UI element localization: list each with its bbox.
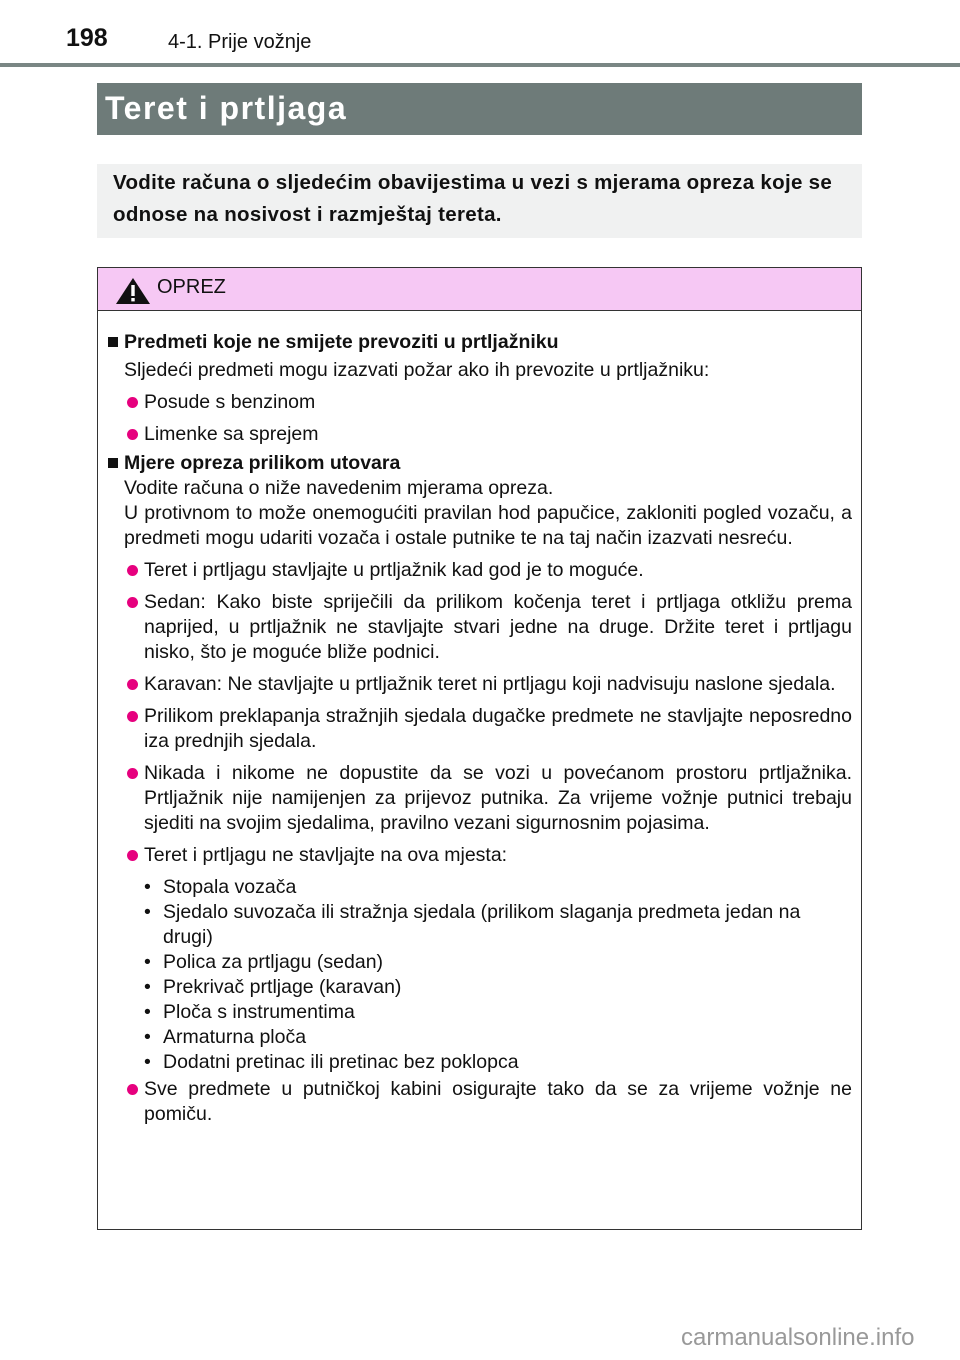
watermark: carmanualsonline.info bbox=[681, 1324, 915, 1351]
warning-icon bbox=[115, 277, 151, 305]
sub-item: • Sjedalo suvozača ili stražnja sjedala (prilikom slaganja predmeta jedan na drugi) bbox=[107, 900, 852, 950]
section-heading: Mjere opreza prilikom utovara bbox=[107, 451, 852, 476]
paragraph: Sljedeći predmeti mogu izazvati požar ako ih prevozite u prtljažniku: bbox=[124, 359, 710, 381]
sub-item: • Prekrivač prtljage (karavan) bbox=[107, 975, 852, 1000]
list-item: Nikada i nikome ne dopustite da se vozi u povećanom prostoru prtljažnika. Prtljažnik nije namijenjen za prijevoz putnika. Za vrijeme vožnje putnici trebaju sjediti na svojim sjedalima, pravilno vezani sigurnosnim pojasima. bbox=[107, 761, 852, 836]
list-item: Teret i prtljagu stavljajte u prtljažnik kad god je to moguće. bbox=[107, 558, 852, 583]
list-item: Karavan: Ne stavljajte u prtljažnik teret ni prtljagu koji nadvisuju naslone sjedala. bbox=[107, 672, 852, 697]
paragraph: U protivnom to može onemogućiti pravilan hod papučice, zakloniti pogled vozaču, a predmeti mogu udariti vozača i ostale putnike te na taj način izazvati nesreću. bbox=[124, 502, 852, 549]
sub-item: • Armaturna ploča bbox=[107, 1025, 852, 1050]
sub-item: • Dodatni pretinac ili pretinac bez poklopca bbox=[107, 1050, 852, 1075]
caution-label: OPREZ bbox=[157, 276, 226, 298]
page-number: 198 bbox=[66, 24, 108, 52]
list-item: Teret i prtljagu ne stavljajte na ova mjesta: bbox=[107, 843, 852, 868]
paragraph: Vodite računa o niže navedenim mjerama opreza. bbox=[124, 477, 554, 499]
sub-item: • Polica za prtljagu (sedan) bbox=[107, 950, 852, 975]
page-title: Teret i prtljaga bbox=[97, 83, 862, 135]
sub-item: • Ploča s instrumentima bbox=[107, 1000, 852, 1025]
intro-text: Vodite računa o sljedećim obavijestima u vezi s mjerama opreza koje se odnose na nosivost i razmještaj tereta. bbox=[97, 164, 862, 238]
section-title: 4-1. Prije vožnje bbox=[168, 31, 312, 53]
header-rule bbox=[0, 63, 960, 67]
list-item: Sve predmete u putničkoj kabini osigurajte tako da se za vrijeme vožnje ne pomiču. bbox=[107, 1077, 852, 1127]
list-item: Limenke sa sprejem bbox=[107, 422, 852, 447]
list-item: Sedan: Kako biste spriječili da prilikom kočenja teret i prtljaga otkližu prema naprijed, u prtljažnik ne stavljajte stvari jedne na druge. Držite teret i prtljagu nisko, što je moguće bliže podnici. bbox=[107, 590, 852, 665]
sub-item: • Stopala vozača bbox=[107, 875, 852, 900]
caution-header bbox=[98, 268, 861, 311]
list-item: Posude s benzinom bbox=[107, 390, 852, 415]
list-item: Prilikom preklapanja stražnjih sjedala dugačke predmete ne stavljajte neposredno iza prednjih sjedala. bbox=[107, 704, 852, 754]
section-heading: Predmeti koje ne smijete prevoziti u prtljažniku bbox=[107, 330, 852, 355]
caution-box bbox=[97, 267, 862, 1230]
